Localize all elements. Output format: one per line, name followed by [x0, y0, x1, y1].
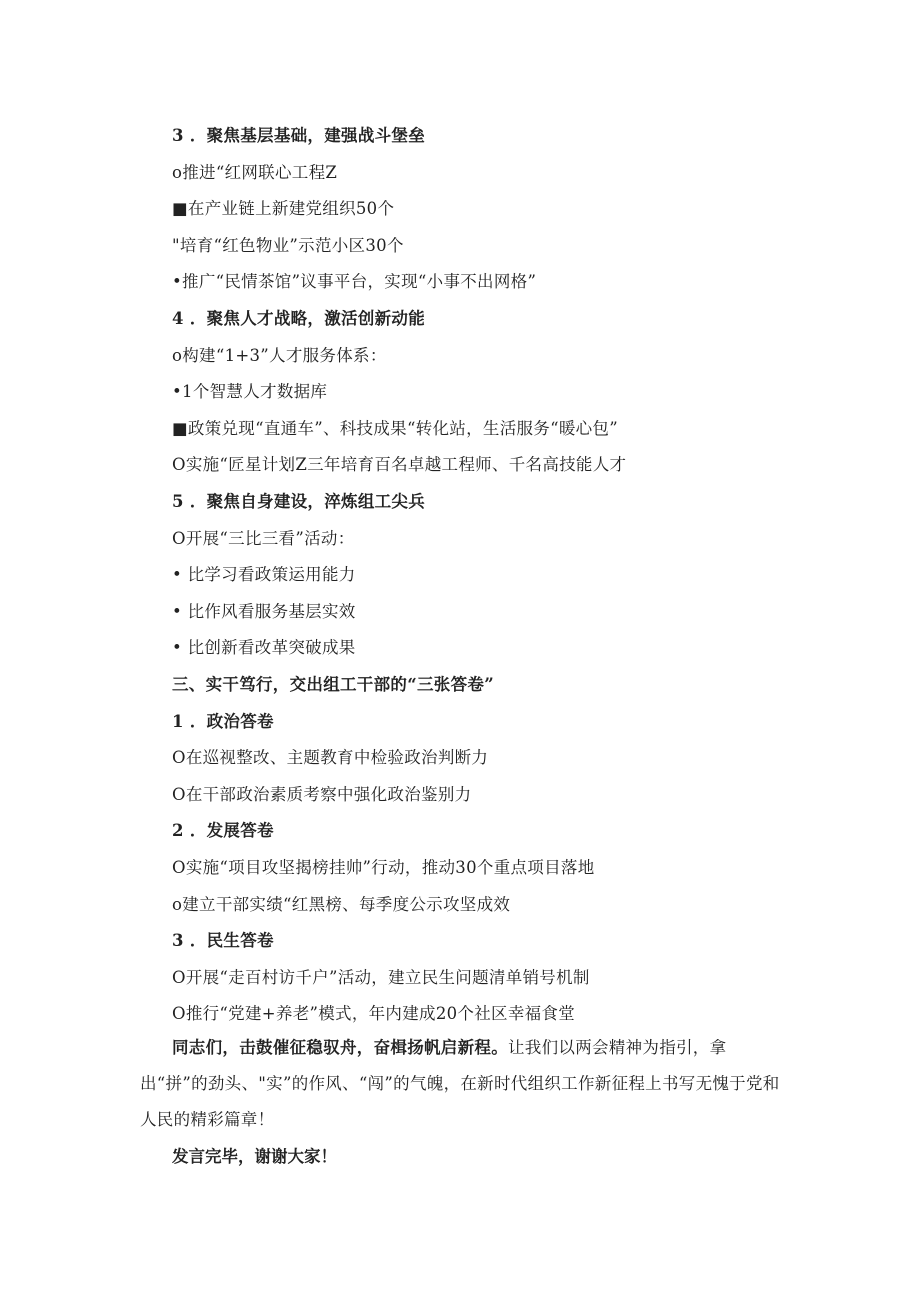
- section-heading: 三、实干笃行，交出组工干部的“三张答卷”: [172, 675, 494, 694]
- section-heading: 5 ．聚焦自身建设，淬炼组工尖兵: [172, 492, 426, 511]
- list-item: o推进“红网联心工程Z: [172, 162, 338, 182]
- section-heading: 3 ．民生答卷: [172, 931, 274, 951]
- list-item: •推广“民情茶馆”议事平台，实现“小事不出网格”: [172, 272, 537, 292]
- list-item: O实施“项目攻坚揭榜挂帅”行动，推动30个重点项目落地: [172, 858, 595, 877]
- section-heading: 2 ．发展答卷: [172, 821, 274, 841]
- list-item: O开展“三比三看”活动：: [172, 528, 355, 548]
- list-item: O在巡视整改、主题教育中检验政治判断力: [172, 748, 489, 768]
- list-item: O在干部政治素质考察中强化政治鉴别力: [172, 784, 472, 804]
- list-item: "培育“红色物业”示范小区30个: [172, 235, 404, 255]
- list-item: ■政策兑现“直通车”、科技成果“转化站，生活服务“暖心包”: [172, 418, 618, 438]
- conclusion-text: 让我们以两会精神为指引，拿出“拼”的劲头、"实”的作风、“闯”的气魄，在新时代组织工作新征程上书写无愧于党和人民的精彩篇章！: [140, 1038, 780, 1129]
- conclusion-bold: 同志们，击鼓催征稳驭舟，奋楫扬帆启新程。: [172, 1038, 508, 1057]
- list-item: • 比学习看政策运用能力: [172, 565, 356, 585]
- list-item: •1个智慧人才数据库: [172, 382, 328, 402]
- list-item: O开展“走百村访千户”活动，建立民生问题清单销号机制: [172, 967, 590, 987]
- list-item: o构建“1+3”人才服务体系：: [172, 345, 387, 365]
- list-item: ■在产业链上新建党组织50个: [172, 199, 395, 219]
- section-heading: 3 ．聚焦基层基础，建强战斗堡垒: [172, 126, 426, 145]
- list-item: • 比作风看服务基层实效: [172, 601, 356, 621]
- section-heading: 1 ．政治答卷: [172, 711, 274, 731]
- list-item: O推行“党建+养老”模式，年内建成20个社区幸福食堂: [172, 1004, 576, 1024]
- conclusion-paragraph: [140, 1030, 790, 1138]
- section-heading: 4 ．聚焦人才战略，激活创新动能: [172, 309, 426, 328]
- list-item: • 比创新看改革突破成果: [172, 638, 356, 658]
- list-item: O实施“匠星计划Z三年培育百名卓越工程师、千名高技能人才: [172, 455, 627, 475]
- closing-line: 发言完毕，谢谢大家！: [172, 1147, 337, 1166]
- list-item: o建立干部实绩“红黑榜、每季度公示攻坚成效: [172, 894, 511, 914]
